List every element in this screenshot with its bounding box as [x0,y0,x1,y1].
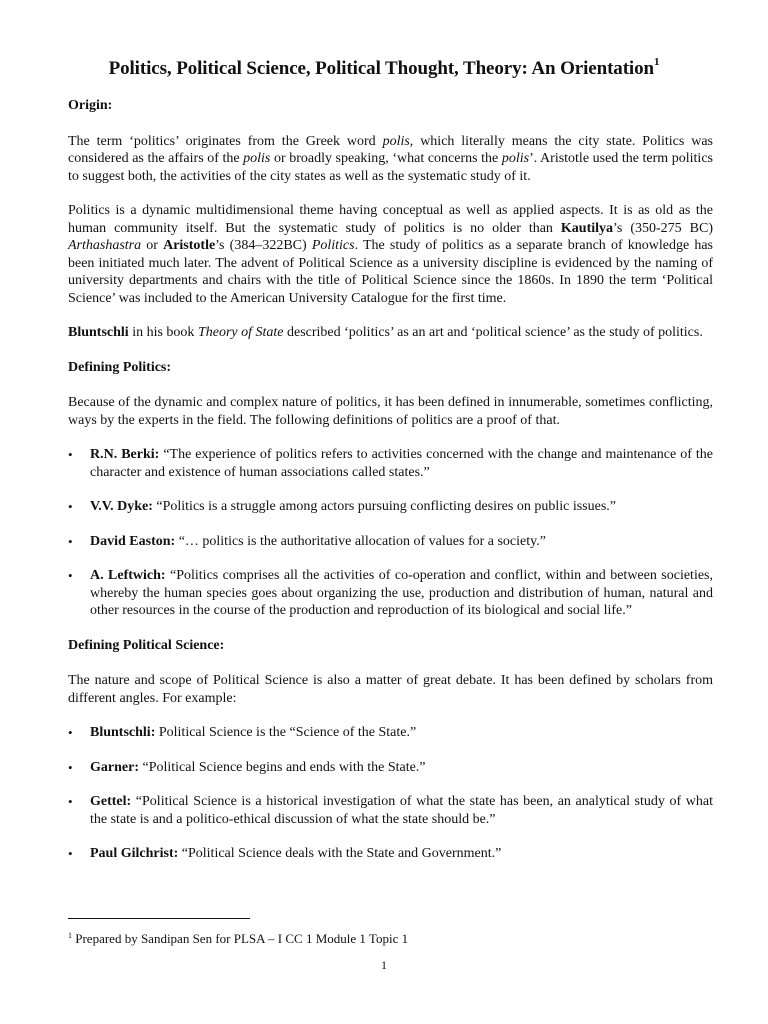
text-run: ’. Aristotle used the term politics to suggest both, the activities of the city states as well as the systematic study of it. [68,151,713,184]
italic-text: Arthashastra [68,238,142,253]
political-science-definitions-list [68,724,713,863]
document-body [68,97,713,880]
bullet-icon: • [68,725,73,740]
bullet-icon: • [68,447,73,462]
definition-author: Gettel: [90,794,132,809]
text-run: described ‘politics’ as an art and ‘political science’ as the study of politics. [283,325,703,340]
definition-text: “… politics is the authoritative allocation of values for a society.” [175,533,546,549]
heading-defining-politics: Defining Politics: [68,359,172,375]
definition-item [68,793,713,828]
definition-item [68,759,713,777]
text-run: ’s (384–322BC) [215,238,312,253]
italic-text: Theory of State [197,325,284,340]
footnote [68,928,408,946]
bullet-icon: • [68,846,73,861]
definition-author: Paul Gilchrist: [90,846,179,861]
italic-text: polis [382,133,410,149]
definition-item [68,498,713,516]
origin-paragraph-3 [68,324,713,342]
page-number: 1 [381,958,387,972]
defining-politics-intro: Because of the dynamic and complex nature of politics, it has been defined in innumerable, sometimes conflicting, ways by the experts in the field. The following definitions of politics are a proof of that. [68,395,713,428]
definition-text: Political Science is the “Science of the State.” [155,725,417,740]
text-run: . The study of politics as a separate branch of knowledge has been initiated much later. The advent of Political Science as a university discipline is evidenced by the naming of university departments and chairs with the title of Political Science since the 1860s. In 1890 the term ‘Political Science’ was included to the American University Catalogue for the first time. [68,238,713,306]
definition-author: A. Leftwich: [90,568,166,583]
heading-origin: Origin: [68,98,113,113]
footnote-mark: 1 [68,931,72,940]
definition-item [68,724,713,742]
definition-text: “Political Science is a historical investigation of what the state has been, an analytical study of what the state is and a politico-ethical discussion of what the state should be.” [90,794,713,827]
text-run: The term ‘politics’ originates from the Greek word [68,133,383,149]
bullet-icon: • [68,499,73,514]
bullet-icon: • [68,533,73,549]
definition-item [68,446,713,481]
italic-text: polis [243,151,271,166]
bullet-icon: • [68,794,73,809]
definition-item [68,567,713,620]
definition-author: David Easton: [90,533,176,549]
footnote-divider [68,918,250,919]
bullet-icon: • [68,568,73,583]
bold-text: Bluntschli [68,325,129,340]
defining-political-science-intro: The nature and scope of Political Science is also a matter of great debate. It has been defined by scholars from different angles. For example: [68,673,713,706]
bold-text: Kautilya [560,220,614,236]
definition-item [68,845,713,863]
definition-text: “Politics is a struggle among actors pursuing conflicting desires on public issues.” [152,499,616,514]
title-text: Politics, Political Science, Political Thought, Theory: An Orientation [108,58,654,79]
title-footnote-mark[interactable]: 1 [653,56,660,68]
italic-text: polis [501,151,530,166]
document-title [0,56,768,80]
definition-text: “Politics comprises all the activities of co-operation and conflict, within and between societies, whereby the human species goes about organizing the use, production and distribution of human, natural and other resources in the course of the production and reproduction of its biological and social life.” [90,568,713,618]
text-run: or [141,238,164,253]
definition-author: Garner: [90,759,139,775]
text-run: or broadly speaking, ‘what concerns the [270,151,502,166]
text-run: Politics is a dynamic multidimensional theme having conceptual as well as applied aspects. It is as old as the human community itself. But the systematic study of politics is no older than [68,203,713,236]
origin-paragraph-1 [68,133,713,186]
politics-definitions-list [68,446,713,620]
text-run: ’s (350-275 BC) [613,220,713,236]
text-run: , which literally means the city state. Politics was considered as the affairs of the [68,133,713,166]
bullet-icon: • [68,759,73,775]
text-run: in his book [128,325,198,340]
definition-author: V.V. Dyke: [90,499,153,514]
bold-text: Aristotle [163,238,216,253]
heading-defining-political-science: Defining Political Science: [68,637,225,653]
definition-author: Bluntschli: [90,725,156,740]
definition-author: R.N. Berki: [90,447,160,462]
definition-text: “Political Science deals with the State and Government.” [178,846,502,861]
definition-item [68,533,713,551]
definition-text: “Political Science begins and ends with the State.” [138,759,426,775]
origin-paragraph-2 [68,202,713,307]
italic-text: Politics [311,238,355,253]
definition-text: “The experience of politics refers to activities concerned with the change and maintenance of the character and existence of human associations called states.” [90,447,713,480]
footnote-text: Prepared by Sandipan Sen for PLSA – I CC 1 Module 1 Topic 1 [72,931,409,946]
